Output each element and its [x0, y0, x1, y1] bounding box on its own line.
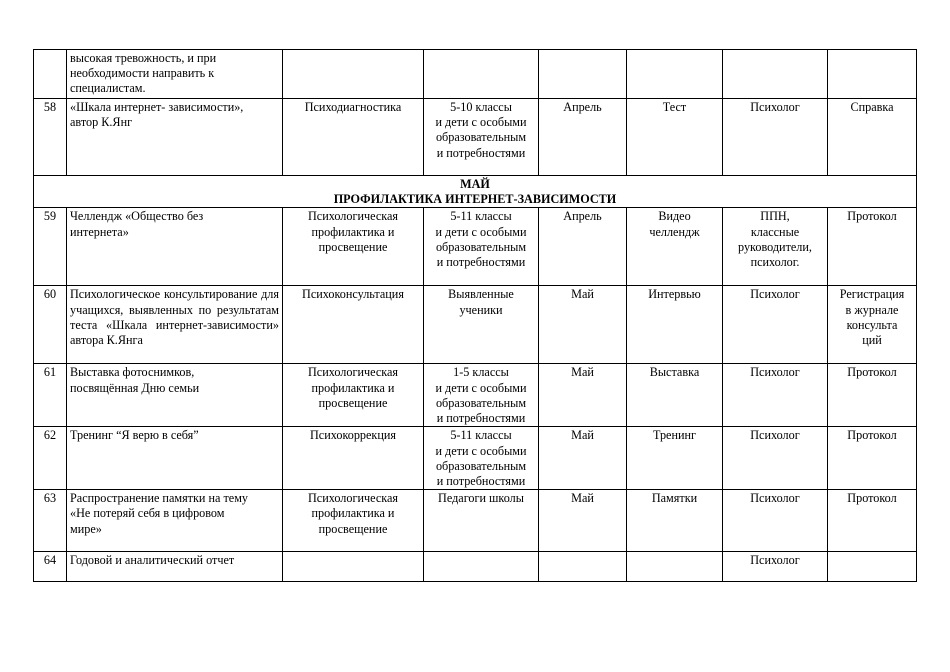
direction-cell: Психологическая профилактика и просвещение	[283, 364, 424, 427]
event-cell: Челлендж «Общество без интернета»	[67, 208, 283, 286]
date-cell: Апрель	[539, 99, 627, 176]
row-number: 61	[34, 364, 67, 427]
table-row	[34, 490, 917, 552]
direction-cell	[283, 552, 424, 582]
date-cell: Май	[539, 364, 627, 427]
event-cell: Годовой и аналитический отчет	[67, 552, 283, 582]
date-cell: Май	[539, 490, 627, 552]
participants-cell	[424, 50, 539, 99]
responsible-cell: Психолог	[723, 427, 828, 490]
result-cell: Справка	[828, 99, 917, 176]
section-header	[34, 176, 917, 208]
direction-cell: Психодиагностика	[283, 99, 424, 176]
row-number: 64	[34, 552, 67, 582]
event-cell: высокая тревожность, и при необходимости направить к специалистам.	[67, 50, 283, 99]
responsible-cell: Психолог	[723, 490, 828, 552]
date-cell: Апрель	[539, 208, 627, 286]
event-cell: Тренинг “Я верю в себя”	[67, 427, 283, 490]
result-cell: Протокол	[828, 208, 917, 286]
table-row	[34, 364, 917, 427]
table-row	[34, 208, 917, 286]
responsible-cell: Психолог	[723, 364, 828, 427]
row-number: 63	[34, 490, 67, 552]
participants-cell: 5-10 классы и дети с особыми образовательным и потребностями	[424, 99, 539, 176]
result-cell: Протокол	[828, 427, 917, 490]
form-cell: Памятки	[627, 490, 723, 552]
participants-cell	[424, 552, 539, 582]
participants-cell: Педагоги школы	[424, 490, 539, 552]
participants-cell: Выявленные ученики	[424, 286, 539, 364]
participants-cell: 5-11 классы и дети с особыми образовательным и потребностями	[424, 208, 539, 286]
date-cell	[539, 50, 627, 99]
work-plan-table	[33, 49, 917, 582]
direction-cell	[283, 50, 424, 99]
row-number: 58	[34, 99, 67, 176]
event-cell: «Шкала интернет- зависимости», автор К.Янг	[67, 99, 283, 176]
event-cell: Выставка фотоснимков, посвящённая Дню семьи	[67, 364, 283, 427]
row-number	[34, 50, 67, 99]
responsible-cell: Психолог	[723, 552, 828, 582]
result-cell: Протокол	[828, 364, 917, 427]
participants-cell: 5-11 классы и дети с особыми образовательным и потребностями	[424, 427, 539, 490]
section-month: МАЙ	[460, 177, 490, 191]
responsible-cell	[723, 50, 828, 99]
table-row	[34, 99, 917, 176]
result-cell: Протокол	[828, 490, 917, 552]
direction-cell: Психологическая профилактика и просвещение	[283, 208, 424, 286]
date-cell: Май	[539, 427, 627, 490]
table-row	[34, 427, 917, 490]
direction-cell: Психокоррекция	[283, 427, 424, 490]
form-cell: Тест	[627, 99, 723, 176]
form-cell: Выставка	[627, 364, 723, 427]
responsible-cell: Психолог	[723, 99, 828, 176]
responsible-cell: ППН, классные руководители, психолог.	[723, 208, 828, 286]
table-row	[34, 552, 917, 582]
result-cell	[828, 50, 917, 99]
section-topic: ПРОФИЛАКТИКА ИНТЕРНЕТ-ЗАВИСИМОСТИ	[333, 192, 617, 207]
table-row	[34, 50, 917, 99]
participants-cell: 1-5 классы и дети с особыми образовательным и потребностями	[424, 364, 539, 427]
responsible-cell: Психолог	[723, 286, 828, 364]
form-cell: Тренинг	[627, 427, 723, 490]
row-number: 60	[34, 286, 67, 364]
row-number: 59	[34, 208, 67, 286]
form-cell: Интервью	[627, 286, 723, 364]
date-cell	[539, 552, 627, 582]
table-row	[34, 286, 917, 364]
direction-cell: Психоконсультация	[283, 286, 424, 364]
form-cell	[627, 552, 723, 582]
event-cell: Психологическое консультирование для учащихся, выявленных по результатам теста «Шкала интернет-зависимости» автора К.Янга	[67, 286, 283, 364]
result-cell	[828, 552, 917, 582]
direction-cell: Психологическая профилактика и просвещение	[283, 490, 424, 552]
section-header-row	[34, 176, 917, 208]
row-number: 62	[34, 427, 67, 490]
form-cell	[627, 50, 723, 99]
date-cell: Май	[539, 286, 627, 364]
form-cell: Видео челлендж	[627, 208, 723, 286]
event-cell: Распространение памятки на тему «Не потеряй себя в цифровом мире»	[67, 490, 283, 552]
result-cell: Регистрация в журнале консульта ций	[828, 286, 917, 364]
